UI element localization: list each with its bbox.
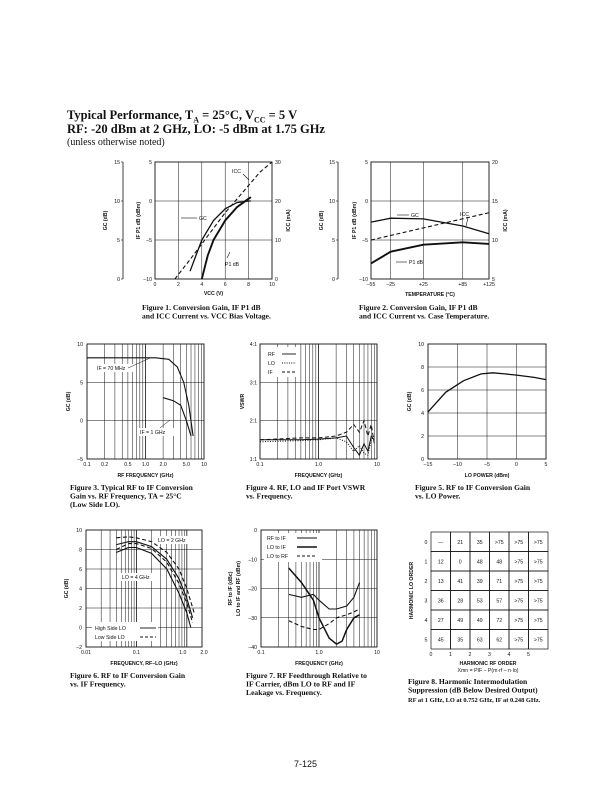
fig7-y-tick-label: –20 (248, 586, 257, 593)
fig4-x-tick-label: 0.1 (256, 462, 264, 468)
fig8-row-label: 4 (424, 617, 428, 624)
fig6-y-tick-label: 8 (79, 547, 82, 554)
fig8-cell-value: >75 (514, 617, 524, 624)
fig2-icc-tick-label: 10 (492, 238, 498, 244)
fig4-legend-label: RF (268, 352, 275, 358)
fig7-x-axis-label: FREQUENCY (GHz) (295, 661, 343, 667)
fig8-cell-value: 48 (476, 559, 483, 566)
fig7-caption: IF Carrier, dBm LO to RF and IF (246, 679, 356, 689)
fig3-x-tick-label: 0.2 (101, 462, 109, 468)
fig8-col-label: 1 (449, 652, 452, 658)
fig6-caption: vs. IF Frequency. (70, 679, 126, 689)
fig8-cell-value: 39 (476, 578, 483, 585)
fig4-caption: Figure 4. RF, LO and IF Port VSWR (246, 483, 366, 492)
fig4-x-tick-label: 1.0 (314, 462, 323, 468)
fig4-legend-label: LO (268, 361, 275, 367)
fig2-x-axis-label: TEMPERATURE (°C) (405, 292, 455, 298)
fig4-y-tick-label: 4:1 (249, 342, 257, 348)
fig2-p1db-annotation: P1 dB (409, 260, 424, 266)
fig1-gc-tick-label: 15 (114, 160, 120, 166)
fig5-x-tick-label: 5 (544, 462, 548, 468)
fig8-cell-value: 71 (496, 578, 503, 585)
fig8-col-label: 2 (468, 652, 472, 658)
fig5-caption: vs. LO Power. (415, 491, 461, 501)
fig2-p1db-tick-label: 0 (365, 199, 368, 205)
fig8-cell-value: >75 (533, 559, 543, 566)
fig8-cell-value: 41 (457, 578, 464, 585)
fig1-annotation-pointer (243, 174, 249, 180)
fig7-caption: Leakage vs. Frequency. (246, 688, 322, 697)
fig5-x-tick-label: 0 (515, 462, 518, 468)
fig5-y-tick-label: 2 (421, 434, 424, 440)
fig3-x-tick-label: 1.0 (141, 462, 150, 468)
fig6-y-tick-label: –2 (76, 645, 82, 651)
fig8-cell-value: >75 (514, 598, 524, 605)
fig5-y-tick-label: 6 (421, 388, 424, 394)
fig8-cell-value: >75 (514, 539, 524, 546)
fig8-cell-value: >75 (533, 578, 543, 585)
fig5-y-axis-label: GC (dB) (407, 391, 413, 412)
fig7-series-0-series-line (289, 583, 360, 609)
page-number: 7-125 (294, 759, 318, 769)
fig6-legend-label: High Side LO (95, 626, 126, 632)
fig3-y-tick-label: –5 (77, 457, 83, 463)
fig8-cell-value: 57 (496, 598, 503, 605)
fig2-gc-axis-label: GC (dB) (319, 210, 325, 231)
fig3-annotation-pointer (160, 420, 170, 428)
fig5-x-tick-label: –15 (423, 462, 433, 468)
fig8-row-label: 1 (424, 559, 428, 566)
fig1-x-tick-label: 10 (269, 282, 275, 288)
fig1-gc-axis-label: GC (dB) (103, 210, 109, 231)
fig1-icc-tick-label: 20 (275, 199, 281, 205)
fig7-series-1-series-line (289, 568, 360, 644)
fig7-legend-label: RF to IF (267, 536, 286, 542)
fig8-cell-value: >75 (533, 617, 543, 624)
fig1-caption: and ICC Current vs. VCC Bias Voltage. (142, 311, 271, 321)
fig4-x-axis-label: FREQUENCY (GHz) (294, 473, 343, 479)
fig2-icc-annotation: ICC (460, 212, 469, 218)
fig8-caption: Figure 8. Harmonic Intermodulation (408, 677, 528, 686)
fig1-icc-tick-label: 30 (275, 160, 281, 166)
fig4-y-tick-label: 2:1 (249, 418, 257, 425)
fig7-legend-label: LO to IF (267, 545, 286, 551)
fig6-y-tick-label: 0 (79, 625, 82, 632)
fig1-gc-series-line (190, 201, 251, 271)
fig1-caption: Figure 1. Conversion Gain, IF P1 dB (142, 303, 261, 312)
fig2-caption: and ICC Current vs. Case Temperature. (359, 311, 490, 321)
fig3-series-label: IF = 70 MHz (97, 366, 126, 372)
fig8-row-label: 5 (424, 637, 428, 644)
fig8-cell-value: >75 (514, 578, 524, 585)
fig1-gc-tick-label: 5 (117, 238, 120, 244)
fig1-p1db-tick-label: –5 (146, 238, 152, 244)
fig1-p1db-annotation: P1 dB (225, 262, 240, 268)
fig5-x-tick-label: –5 (484, 462, 490, 468)
fig6-legend-label: Low Side LO (95, 635, 125, 641)
fig6-x-tick-label: 2.0 (200, 650, 208, 656)
fig2-p1db-tick-label: –10 (359, 277, 368, 283)
fig3-caption: Figure 3. Typical RF to IF Conversion (70, 483, 193, 492)
fig8-cell-value: 53 (476, 598, 483, 605)
fig8-col-label: 0 (429, 652, 433, 658)
fig3-caption: (Low Side LO). (70, 500, 120, 509)
fig3-x-tick-label: 2.0 (159, 462, 167, 468)
fig2-icc-tick-label: 20 (492, 160, 498, 166)
page-title-line-2: RF: -20 dBm at 2 GHz, LO: -5 dBm at 1.75 GHz (67, 122, 325, 136)
fig8-row-label: 2 (424, 578, 428, 585)
fig8-cell-value: 21 (457, 539, 464, 546)
fig4-series-0-series-line (260, 436, 374, 455)
fig8-note: RF at 1 GHz, LO at 0.752 GHz, IF at 0.248 GHz. (408, 697, 541, 704)
fig3-series-label: IF = 1 GHz (140, 430, 166, 436)
fig3-y-tick-label: 5 (80, 380, 83, 387)
fig8-caption: Suppression (dB Below Desired Output) (408, 685, 538, 695)
fig1-icc-annotation: ICC (232, 169, 241, 175)
fig1-icc-axis-label: ICC (mA) (286, 209, 292, 232)
fig7-x-tick-label: 0.1 (257, 650, 265, 656)
fig4-x-tick-label: 10 (374, 462, 380, 468)
fig8-cell-value: 27 (437, 617, 444, 624)
fig8-cell-value: >75 (494, 539, 504, 546)
fig6-x-tick-label: 0.1 (132, 650, 141, 656)
fig2-p1db-tick-label: –5 (362, 238, 368, 244)
fig5-y-tick-label: 0 (421, 457, 424, 463)
fig8-cell-value: 48 (496, 559, 503, 566)
fig2-annotation-pointer (466, 218, 468, 226)
fig8-cell-value: 49 (457, 617, 464, 624)
fig1-p1db-tick-label: 0 (149, 199, 152, 205)
fig1-icc-tick-label: 10 (275, 238, 281, 244)
fig1-gc-tick-label: 0 (117, 277, 120, 283)
fig7-y-tick-label: –40 (248, 645, 257, 651)
fig6-annotation: LO = 2 GHz (158, 538, 186, 544)
fig2-p1db-axis-label: IF P1 dB (dBm) (352, 201, 358, 240)
fig8-row-label: 0 (424, 539, 428, 546)
fig8-cell-value: >75 (533, 637, 543, 644)
fig6-y-tick-label: 10 (76, 528, 82, 534)
fig1-gc-tick-label: 10 (114, 199, 120, 205)
fig1-x-tick-label: 2 (176, 282, 180, 288)
fig2-caption: Figure 2. Conversion Gain, IF P1 dB (359, 303, 478, 312)
fig8-cell-value: 36 (437, 598, 444, 605)
fig8-cell-value: >75 (533, 598, 543, 605)
fig3-x-tick-label: 10 (201, 462, 207, 468)
fig2-gc-tick-label: 15 (329, 160, 335, 166)
fig1-icc-tick-label: 0 (275, 277, 278, 283)
fig2-x-tick-label: +125 (483, 282, 495, 288)
fig5-x-tick-label: –10 (453, 462, 462, 468)
fig6-y-tick-label: 2 (79, 606, 82, 612)
fig8-cell-value: 0 (458, 559, 462, 566)
fig2-gc-tick-label: 0 (332, 277, 335, 283)
fig2-x-tick-label: –55 (366, 282, 376, 288)
fig1-x-tick-label: 8 (247, 282, 251, 288)
fig8-cell-value: >75 (514, 637, 524, 644)
fig8-cell-value: 12 (437, 559, 444, 566)
fig3-y-axis-label: GC (dB) (66, 391, 72, 412)
fig8-cell-value: 72 (496, 617, 503, 624)
fig3-y-tick-label: 0 (80, 418, 83, 425)
fig1-gc-annotation: GC (199, 216, 207, 222)
fig3-x-axis-label: RF FREQUENCY (GHz) (117, 473, 174, 479)
fig8-formula: Xmn = PIF – P(m·rf – n·lo) (457, 668, 519, 674)
fig6-x-tick-label: 0.01 (80, 650, 92, 656)
fig8-cell-value: >75 (514, 559, 524, 566)
fig3-x-tick-label: 0.1 (83, 462, 91, 468)
fig8-cell-value: 45 (437, 637, 444, 644)
fig7-x-tick-label: 10 (374, 650, 380, 656)
fig2-p1db-series-line (371, 242, 489, 263)
fig8-col-label: 5 (527, 652, 530, 658)
fig8-cell-value: 35 (457, 637, 464, 644)
fig2-gc-annotation: GC (411, 213, 419, 219)
fig2-icc-series-line (371, 213, 489, 240)
fig8-row-label: 3 (424, 598, 428, 605)
fig1-p1db-tick-label: 5 (149, 160, 152, 166)
fig1-p1db-tick-label: –10 (143, 277, 152, 283)
page-title-line-1: Typical Performance, $T_A = 25^\circ C$, $V_{CC} = 5$ V (67, 108, 298, 125)
fig6-y-axis-label: GC (dB) (64, 578, 70, 599)
fig4-y-axis-label: VSWR (240, 393, 246, 410)
fig7-y-tick-label: –10 (248, 557, 257, 564)
fig8-y-axis-label: HARMONIC LO ORDER (409, 561, 415, 620)
fig8-cell-value: >75 (533, 539, 543, 546)
fig2-icc-tick-label: 15 (492, 199, 498, 205)
fig2-icc-tick-label: 5 (492, 277, 495, 283)
fig3-annotation-pointer (128, 358, 150, 368)
fig8-cell-value: 49 (476, 617, 483, 624)
fig3-caption: Gain vs. RF Frequency, TA = 25°C (70, 491, 182, 501)
fig6-annotation: LO = 4 GHz (122, 575, 150, 581)
fig7-y-tick-label: 0 (254, 528, 257, 534)
fig5-y-tick-label: 4 (421, 411, 424, 417)
fig1-x-tick-label: 6 (223, 282, 227, 288)
fig7-y-tick-label: –30 (248, 615, 257, 622)
fig3-x-tick-label: 0.5 (124, 462, 132, 468)
fig1-annotation-pointer (227, 252, 230, 258)
fig5-y-tick-label: 10 (418, 342, 424, 348)
fig7-y-axis-label: LO to IF and RF (dBm) (236, 560, 242, 617)
fig8-cell-value: 13 (437, 578, 444, 585)
fig4-y-tick-label: 3:1 (249, 380, 257, 387)
fig8-cell-value: 63 (476, 637, 483, 644)
fig1-x-tick-label: 0 (153, 282, 157, 288)
fig4-caption: vs. Frequency. (246, 491, 293, 501)
fig6-x-axis-label: FREQUENCY, RF–LO (GHz) (110, 661, 178, 667)
fig6-y-tick-label: 6 (79, 567, 82, 573)
fig6-y-tick-label: 4 (79, 586, 82, 593)
fig1-x-tick-label: 4 (200, 282, 204, 288)
fig8-col-label: 3 (488, 652, 491, 658)
fig8-cell-value: — (438, 539, 444, 546)
fig2-gc-tick-label: 10 (329, 199, 335, 205)
fig4-legend-label: IF (268, 370, 273, 376)
fig6-series-2-series-line (116, 548, 190, 628)
fig5-y-tick-label: 8 (421, 365, 424, 371)
fig8-cell-value: 62 (496, 637, 503, 644)
fig6-caption: Figure 6. RF to IF Conversion Gain (70, 671, 186, 680)
fig8-x-axis-label: HARMONIC RF ORDER (459, 661, 517, 667)
fig8-cell-value: 35 (476, 539, 483, 546)
fig3-y-tick-label: 10 (77, 342, 83, 348)
fig2-x-tick-label: –25 (386, 282, 395, 288)
fig2-x-tick-label: +85 (458, 282, 468, 288)
fig1-icc-series-line (175, 162, 272, 279)
fig2-icc-axis-label: ICC (mA) (503, 209, 509, 232)
fig8-col-label: 4 (507, 652, 511, 658)
fig2-gc-tick-label: 5 (332, 238, 335, 244)
fig3-x-tick-label: 5.0 (182, 462, 190, 468)
fig7-x-tick-label: 1.0 (315, 650, 323, 656)
fig7-caption: Figure 7. RF Feedthrough Relative to (246, 671, 367, 680)
fig4-y-tick-label: 1:1 (249, 457, 257, 463)
fig2-x-tick-label: +25 (419, 282, 428, 288)
fig5-x-axis-label: LO POWER (dBm) (464, 473, 510, 479)
fig2-p1db-tick-label: 5 (365, 160, 368, 166)
page-subtitle: (unless otherwise noted) (67, 137, 165, 148)
fig1-x-axis-label: VCC (V) (203, 291, 224, 297)
fig8-cell-value: 28 (457, 598, 464, 605)
fig5-caption: Figure 5. RF to IF Conversion Gain (415, 483, 531, 492)
fig6-x-tick-label: 1.0 (179, 650, 187, 656)
fig1-p1db-axis-label: IF P1 dB (dBm) (136, 201, 142, 240)
fig7-y-axis-label: RF to IF (dBc) (228, 571, 234, 606)
fig7-legend-label: LO to RF (267, 554, 289, 560)
